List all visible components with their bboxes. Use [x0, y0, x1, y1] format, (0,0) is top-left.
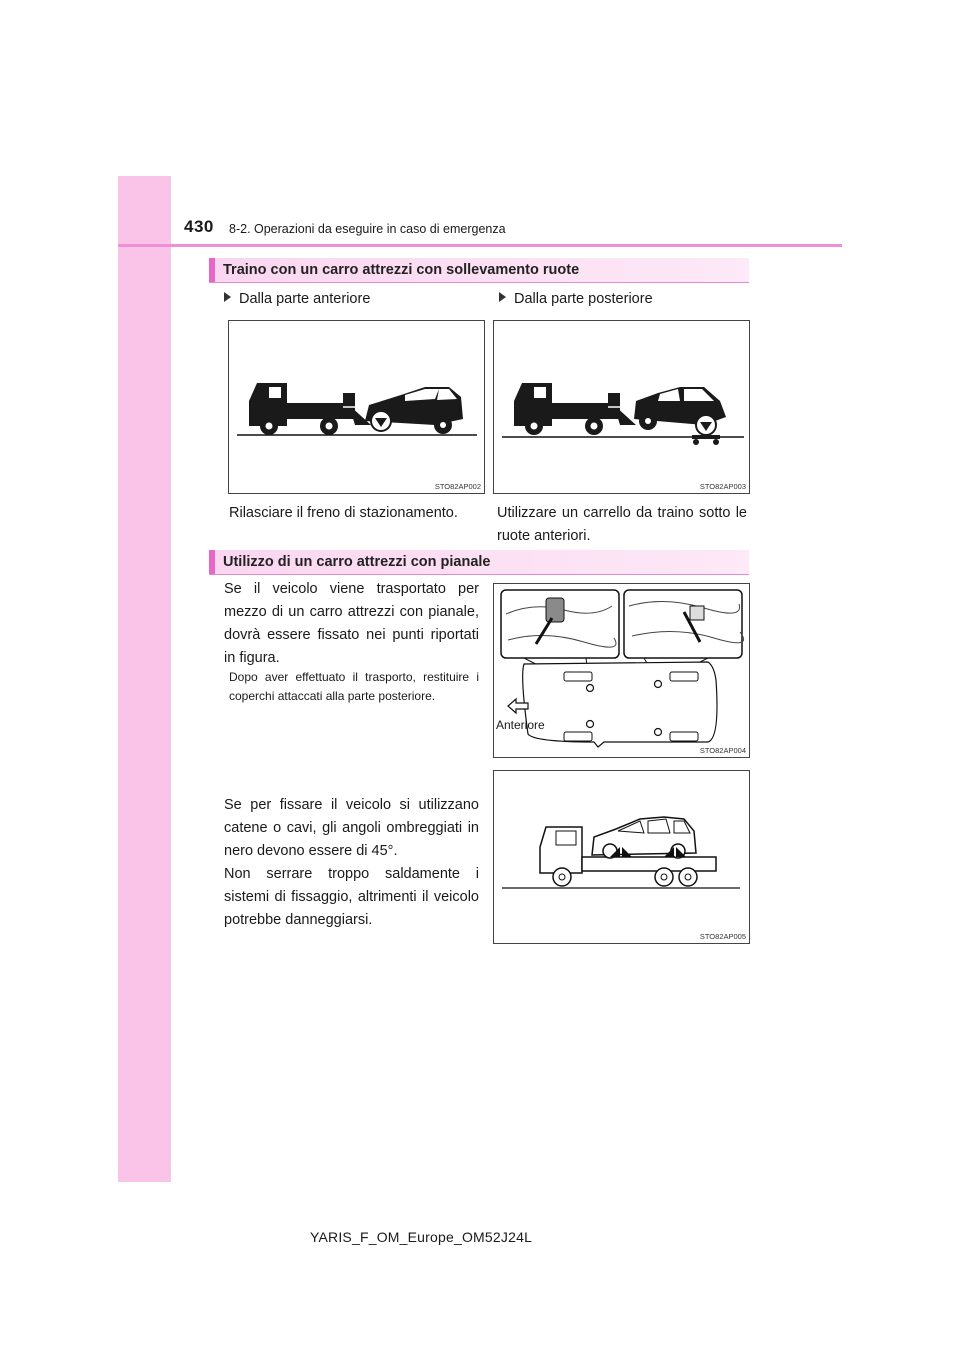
section-heading-text: Traino con un carro attrezzi con sollevamento ruote [223, 262, 580, 278]
figure-code: STO82AP004 [699, 746, 746, 755]
figure-code: STO82AP002 [434, 482, 481, 491]
bullet-triangle-icon [224, 292, 231, 302]
bullet-label: Dalla parte posteriore [514, 291, 653, 307]
caption-rear: Utilizzare un carrello da traino sotto le ruote anteriori. [497, 505, 747, 544]
bullet-rear-side [499, 291, 653, 307]
paragraph-tie-down-warning: Non serrare troppo saldamente i sistemi di fissaggio, altrimenti il veicolo potrebbe danneggiarsi. [224, 866, 479, 928]
page-number: 430 [184, 217, 214, 236]
paragraph-flatbed-intro: Se il veicolo viene trasportato per mezzo di un carro attrezzi con pianale, dovrà essere fissato nei punti riportati in figura. [224, 581, 479, 666]
bullet-triangle-icon [499, 292, 506, 302]
front-label: Anteriore [496, 718, 545, 732]
note-rear-covers: Dopo aver effettuato il trasporto, restituire i coperchi attaccati alla parte posteriore. [229, 670, 479, 703]
heading-accent-bar [209, 550, 215, 574]
tow-truck-illustration [494, 321, 749, 493]
figure-code: STO82AP003 [699, 482, 746, 491]
flatbed-illustration [494, 771, 749, 943]
section-heading-text: Utilizzo di un carro attrezzi con pianale [223, 554, 491, 570]
figure-tie-down-points [493, 583, 750, 758]
section-heading-wheel-lift [209, 258, 749, 283]
header-rule [118, 244, 842, 247]
footer-document-code: YARIS_F_OM_Europe_OM52J24L [310, 1229, 533, 1245]
chapter-title: 8-2. Operazioni da eseguire in caso di emergenza [229, 222, 506, 236]
bullet-label: Dalla parte anteriore [239, 291, 371, 307]
caption-front: Rilasciare il freno di stazionamento. [229, 505, 458, 521]
figure-flatbed-truck [493, 770, 750, 944]
paragraph-chains-angle: Se per fissare il veicolo si utilizzano catene o cavi, gli angoli ombreggiati in nero devono essere di 45°. [224, 797, 479, 859]
figure-code: STO82AP005 [699, 932, 746, 941]
section-heading-flatbed [209, 550, 749, 575]
side-thumb-band [118, 176, 171, 1182]
heading-accent-bar [209, 258, 215, 282]
figure-tow-from-front [228, 320, 485, 494]
figure-tow-from-rear [493, 320, 750, 494]
tow-truck-illustration [229, 321, 484, 493]
bullet-front-side [224, 291, 370, 307]
